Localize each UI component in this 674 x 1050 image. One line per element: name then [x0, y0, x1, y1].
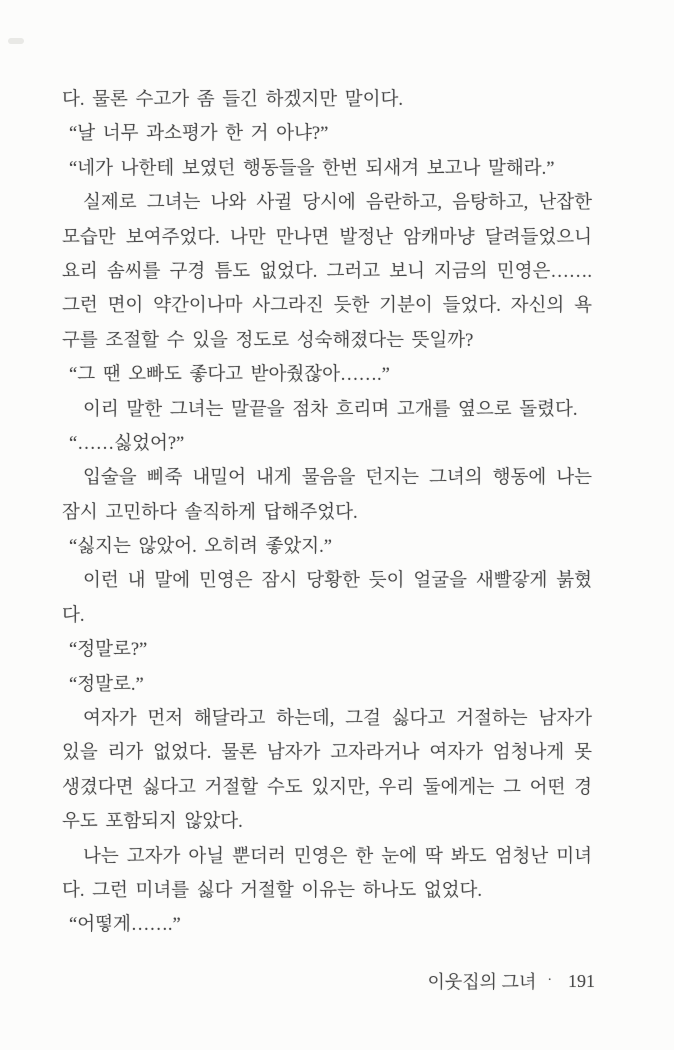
text-word: 새빨갛게 — [475, 571, 548, 592]
text-word: 나만 — [229, 227, 266, 248]
text-word: 당시에 — [302, 193, 356, 214]
text-word: 음탕하고, — [452, 193, 529, 214]
text-word: 약간이나마 — [153, 296, 243, 317]
text-line — [62, 564, 592, 598]
text-word: 입술을 — [83, 468, 137, 489]
text-line: “정말로?” — [69, 640, 148, 661]
text-word: 엄청난 — [494, 846, 549, 867]
text-word: 보니 — [389, 261, 425, 282]
text-word: 봐도 — [450, 846, 487, 867]
text-word: 먼저 — [147, 709, 184, 730]
text-word: 당황한 — [306, 571, 360, 592]
text-word: 실제로 — [83, 193, 137, 214]
text-word: 말에 — [154, 571, 191, 592]
text-word: 솜씨를 — [106, 261, 161, 282]
text-line — [62, 221, 592, 255]
text-word: 음란하고, — [365, 193, 443, 214]
text-word: 잠시 — [261, 571, 298, 592]
text-word: 나는 — [83, 846, 119, 867]
text-word: 구경 — [169, 261, 206, 282]
text-word: 어떤 — [529, 777, 566, 798]
text-word: 미녀 — [556, 846, 592, 867]
text-word: 사그라진 — [252, 296, 324, 317]
text-word: 남자가 — [266, 743, 321, 764]
text-word: 물음을 — [301, 468, 356, 489]
text-word: 암캐마냥 — [403, 227, 475, 248]
text-word: 거절할 — [204, 777, 259, 798]
text-word: 남자가 — [538, 709, 592, 730]
text-word: 듯이 — [368, 571, 405, 592]
text-word: 싫다고 — [142, 777, 196, 798]
text-word: 난잡한 — [538, 193, 592, 214]
text-line — [62, 702, 592, 736]
text-word: 없었다. — [153, 743, 212, 764]
text-word: 욕 — [574, 296, 592, 317]
text-line: “날 너무 과소평가 한 거 아냐?” — [69, 124, 329, 145]
page-text-block — [62, 83, 592, 943]
running-title: 이웃집의 그녀 — [427, 972, 537, 992]
text-line: “……싫었어?” — [69, 433, 185, 454]
scan-artifact — [8, 38, 24, 44]
text-word: 지금의 — [434, 261, 488, 282]
text-word: 그걸 — [345, 709, 381, 730]
text-word: 경 — [574, 777, 592, 798]
text-word: 듯한 — [333, 296, 370, 317]
text-word: 내게 — [256, 468, 292, 489]
text-line: “네가 나한테 보였던 행동들을 한번 되새겨 보고나 말해라.” — [69, 158, 555, 179]
text-word: 뿐더러 — [232, 846, 286, 867]
text-word: 보여주었다. — [125, 227, 220, 248]
text-word: 없었다. — [259, 261, 318, 282]
text-line: 우도 포함되지 않았다. — [62, 812, 243, 833]
text-word: 삐죽 — [146, 468, 183, 489]
text-word: 얼굴을 — [413, 571, 467, 592]
text-word: 고자라거나 — [330, 743, 420, 764]
text-word: 싫다고 — [391, 709, 446, 730]
text-word: 내 — [127, 571, 146, 592]
text-word: 못 — [574, 743, 592, 764]
text-word: 물론 — [221, 743, 257, 764]
text-word: 붉혔 — [556, 571, 592, 592]
text-word: 그 — [503, 777, 521, 798]
text-word: 요리 — [62, 261, 98, 282]
text-line: “그 땐 오빠도 좋다고 받아줬잖아…….” — [69, 365, 390, 386]
text-word: 우리 — [378, 777, 415, 798]
text-word: 이런 — [83, 571, 119, 592]
text-word: 그녀의 — [429, 468, 483, 489]
text-line: “싫지는 않았어. 오히려 좋았지.” — [69, 537, 333, 558]
text-line: “어떻게…….” — [69, 915, 181, 936]
text-word: 틈도 — [214, 261, 251, 282]
text-word: 던지는 — [365, 468, 419, 489]
text-word: 내밀어 — [192, 468, 246, 489]
text-word: 그녀는 — [146, 193, 201, 214]
text-word: 하는데, — [276, 709, 335, 730]
text-word: 나와 — [210, 193, 247, 214]
text-word: 눈에 — [381, 846, 417, 867]
text-word: 행동에 — [492, 468, 547, 489]
text-word: 딱 — [425, 846, 443, 867]
text-word: 면이 — [107, 296, 144, 317]
text-word: 있을 — [62, 743, 98, 764]
text-word: 여자가 — [83, 709, 137, 730]
text-line — [62, 736, 592, 770]
text-word: 사귈 — [256, 193, 293, 214]
text-line: 잠시 고민하다 솔직하게 답해주었다. — [62, 502, 358, 523]
text-word: 민영은 — [293, 846, 348, 867]
text-word: 거절하는 — [456, 709, 528, 730]
text-line — [62, 186, 592, 220]
text-line — [62, 771, 592, 805]
text-word: 엄청나게 — [492, 743, 565, 764]
text-word: 자신의 — [510, 296, 565, 317]
text-word: 아닐 — [188, 846, 225, 867]
text-word: 해달라고 — [193, 709, 266, 730]
text-word: 리가 — [107, 743, 144, 764]
text-line: 이리 말한 그녀는 말끝을 점차 흐리며 고개를 옆으로 돌렸다. — [83, 399, 578, 420]
page-number: 191 — [568, 970, 595, 991]
text-word: 생겼다면 — [62, 777, 134, 798]
text-word: 한 — [355, 846, 374, 867]
text-line: 다. 그런 미녀를 싫다 거절할 이유는 하나도 없었다. — [62, 880, 483, 901]
text-line: 다. 물론 수고가 좀 들긴 하겠지만 말이다. — [62, 90, 403, 110]
text-word: 수도 — [266, 777, 303, 798]
text-word: 민영은 — [199, 571, 253, 592]
text-line: 구를 조절할 수 있을 정도로 성숙해졌다는 뜻일까? — [62, 330, 474, 351]
text-word: 만나면 — [275, 227, 330, 248]
text-line: “정말로.” — [69, 674, 144, 695]
text-word: 들었다. — [442, 296, 501, 317]
text-line — [62, 840, 592, 874]
text-word: 여자가 — [429, 743, 483, 764]
text-word: 민영은……. — [496, 261, 592, 282]
text-word: 고자가 — [126, 846, 181, 867]
text-word: 기분이 — [379, 296, 433, 317]
text-word: 둘에게는 — [422, 777, 495, 798]
text-word: 있지만, — [311, 777, 370, 798]
footer-separator-dot: · — [547, 973, 552, 988]
text-word: 그런 — [62, 296, 98, 317]
text-word: 달려들었으니 — [484, 227, 592, 248]
text-word: 나는 — [556, 468, 592, 489]
text-line — [62, 255, 592, 289]
text-line — [62, 289, 592, 323]
text-line — [62, 461, 592, 495]
text-word: 모습만 — [62, 227, 116, 248]
text-word: 그러고 — [326, 261, 381, 282]
page-footer — [428, 966, 596, 996]
text-word: 발정난 — [339, 227, 394, 248]
text-line: 다. — [62, 605, 85, 626]
